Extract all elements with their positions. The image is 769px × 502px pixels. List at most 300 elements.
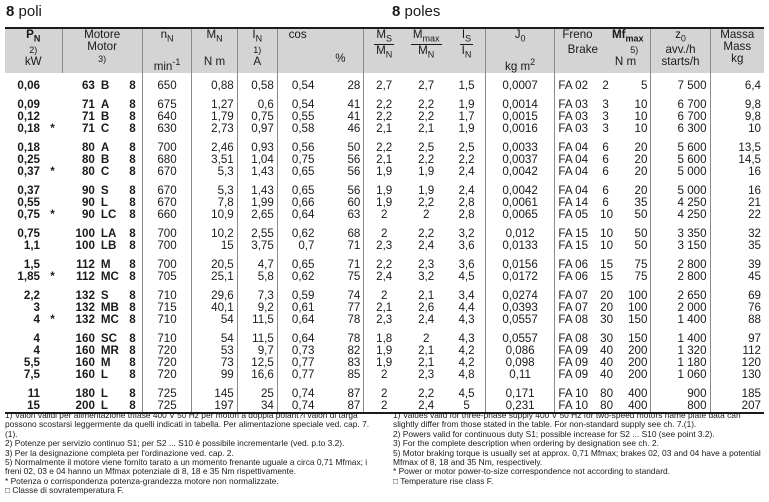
cell-mf1: 3 bbox=[602, 111, 609, 124]
cell-m: 2,46 bbox=[192, 142, 237, 154]
cell-frame: 132 bbox=[75, 290, 95, 303]
cell-mf1: 2 bbox=[602, 80, 609, 93]
cell-mmax: 1,9 bbox=[418, 185, 435, 198]
cell-z: 900 bbox=[651, 388, 710, 400]
cell-j: 0,0016 bbox=[485, 123, 555, 135]
cell-mmax: 2,1 bbox=[418, 123, 435, 136]
cell-is: 2,2 bbox=[458, 154, 475, 167]
table-row bbox=[5, 271, 764, 283]
cell-n: 700 bbox=[142, 240, 192, 252]
header-mass: Massa Mass kg bbox=[710, 28, 764, 73]
cell-frame: 112 bbox=[76, 271, 95, 284]
notes-english bbox=[393, 411, 764, 486]
cell-mf1: 20 bbox=[600, 302, 614, 315]
cell-cos: 0,64 bbox=[277, 333, 317, 345]
cell-poles: 8 bbox=[129, 154, 136, 167]
cell-z: 1 180 bbox=[651, 357, 710, 369]
cell-mf2: 200 bbox=[628, 345, 648, 358]
cell-eta: 60 bbox=[347, 197, 361, 210]
footnote: 3) Per la designazione completa per l'ordinazione ved. cap. 2. bbox=[5, 447, 234, 458]
cell-cos: 0,64 bbox=[277, 314, 317, 326]
table-row bbox=[5, 302, 764, 314]
cell-j: 0,11 bbox=[485, 369, 555, 381]
cell-i: 7,3 bbox=[237, 290, 277, 302]
cell-cos: 0,66 bbox=[277, 197, 317, 209]
footnote: 1) Values valid for three-phase supply 400 V 50 Hz for two-speed motors name plate data can slightly differ from those stated in the table. For non-standard supply see ch. 7.(1). bbox=[393, 410, 741, 430]
cell-j: 0,012 bbox=[485, 228, 555, 240]
cell-var: L bbox=[100, 197, 108, 210]
cell-cos: 0,65 bbox=[277, 185, 317, 197]
cell-frame: 100 bbox=[75, 240, 95, 253]
cell-mark bbox=[43, 259, 62, 271]
footnote: 1) Valori validi per alimentazione trifase 400 V 50 Hz per motori a doppia polarit?i valori di targa possono scostarsi leggermente da quelli indicati in tabella. Per alimentazione speciale ved. cap. 7.(1). bbox=[5, 410, 370, 439]
cell-i: 9,2 bbox=[237, 302, 277, 314]
cell-is: 2,4 bbox=[458, 185, 475, 198]
cell-is: 4,2 bbox=[458, 345, 475, 358]
cell-mf2: 100 bbox=[628, 290, 648, 303]
cell-cos: 0,7 bbox=[277, 240, 317, 252]
cell-m: 15 bbox=[192, 240, 237, 252]
title-english: 8 poles bbox=[392, 3, 441, 20]
footnote: □ Classe di sovratemperatura F. bbox=[5, 485, 124, 496]
cell-cos: 0,56 bbox=[277, 142, 317, 154]
cell-mmax: 2,4 bbox=[404, 400, 448, 413]
cell-mark bbox=[43, 240, 62, 252]
cell-poles: 8 bbox=[129, 209, 136, 222]
cell-pn: 4 bbox=[33, 314, 40, 327]
cell-pn: 0,37 bbox=[17, 166, 40, 179]
cell-mmax: 2,2 bbox=[418, 99, 435, 112]
cell-var: L bbox=[100, 388, 108, 401]
cell-mmax: 2,1 bbox=[418, 345, 435, 358]
cell-var: A bbox=[100, 99, 110, 112]
cell-i: 2,65 bbox=[237, 209, 277, 221]
cell-eta: 83 bbox=[347, 357, 361, 370]
table-row bbox=[5, 80, 764, 92]
cell-poles: 8 bbox=[129, 197, 136, 210]
cell-mmax: 2,2 bbox=[418, 228, 435, 241]
cell-var: C bbox=[100, 166, 110, 179]
cell-ms: 2,1 bbox=[364, 302, 404, 314]
cell-fa: FA 03 bbox=[555, 111, 597, 123]
cell-poles: 8 bbox=[129, 388, 136, 401]
cell-fa: FA 07 bbox=[555, 302, 597, 314]
cell-mmax: 2 bbox=[422, 333, 430, 346]
cell-frame: 132 bbox=[75, 302, 95, 315]
cell-is: 1,9 bbox=[458, 123, 475, 136]
table-row bbox=[5, 240, 764, 252]
cell-z: 1 400 bbox=[651, 333, 710, 345]
cell-z: 4 250 bbox=[651, 197, 710, 209]
cell-mf1: 6 bbox=[602, 142, 609, 155]
cell-n: 670 bbox=[142, 197, 192, 209]
cell-var: B bbox=[100, 80, 110, 93]
cell-mf2: 75 bbox=[634, 259, 648, 272]
cell-fa: FA 04 bbox=[555, 142, 597, 154]
cell-ms: 1,9 bbox=[364, 166, 404, 178]
cell-m: 7,8 bbox=[192, 197, 237, 209]
cell-mf1: 10 bbox=[600, 228, 614, 241]
cell-is: 2,4 bbox=[458, 166, 475, 179]
cell-m: 40,1 bbox=[192, 302, 237, 314]
cell-kg: 130 bbox=[710, 369, 764, 381]
cell-poles: 8 bbox=[129, 302, 136, 315]
cell-poles: 8 bbox=[129, 357, 136, 370]
cell-ms: 2,1 bbox=[364, 123, 404, 135]
cell-m: 5,3 bbox=[192, 166, 237, 178]
table-row bbox=[5, 333, 764, 345]
table-row bbox=[5, 185, 764, 197]
cell-pn: 11 bbox=[27, 388, 40, 401]
cell-z: 2 800 bbox=[651, 271, 710, 283]
cell-ms: 2 bbox=[364, 400, 404, 413]
cell-z: 6 700 bbox=[651, 111, 710, 123]
cell-mf2: 20 bbox=[634, 154, 648, 167]
footnote: □ Temperature rise class F. bbox=[393, 475, 494, 486]
header-mn: $M_N$ N m bbox=[192, 28, 237, 73]
cell-kg: 45 bbox=[710, 271, 764, 283]
cell-mf1: 6 bbox=[602, 185, 609, 198]
cell-m: 54 bbox=[192, 314, 237, 326]
cell-cos: 0,59 bbox=[277, 290, 317, 302]
cell-cos: 0,62 bbox=[277, 228, 317, 240]
cell-m: 10,2 bbox=[192, 228, 237, 240]
cell-j: 0,098 bbox=[485, 357, 555, 369]
cell-poles: 8 bbox=[129, 185, 136, 198]
cell-n: 710 bbox=[142, 290, 192, 302]
cell-var: MC bbox=[100, 271, 119, 284]
cell-m: 0,88 bbox=[192, 80, 237, 92]
cell-mark bbox=[43, 357, 62, 369]
cell-z: 1 400 bbox=[651, 314, 710, 326]
table-row bbox=[5, 123, 764, 135]
cell-j: 0,0042 bbox=[485, 185, 555, 197]
cell-var: M bbox=[100, 357, 111, 370]
cell-z: 2 000 bbox=[651, 302, 710, 314]
cell-fa: FA 06 bbox=[555, 259, 597, 271]
row-group-gap bbox=[5, 73, 764, 80]
cell-m: 1,27 bbox=[192, 99, 237, 111]
cell-kg: 6,4 bbox=[710, 80, 764, 92]
cell-mf1: 15 bbox=[600, 271, 614, 284]
cell-var: S bbox=[100, 185, 109, 198]
cell-j: 0,0172 bbox=[485, 271, 555, 283]
cell-kg: 22 bbox=[710, 209, 764, 221]
cell-eta: 74 bbox=[347, 290, 361, 303]
cell-pn: 0,12 bbox=[17, 111, 40, 124]
cell-is: 4,2 bbox=[458, 357, 475, 370]
cell-cos: 0,77 bbox=[277, 369, 317, 381]
cell-eta: 41 bbox=[347, 99, 361, 112]
cell-j: 0,0557 bbox=[485, 333, 555, 345]
cell-z: 7 500 bbox=[651, 80, 710, 92]
cell-kg: 32 bbox=[710, 228, 764, 240]
cell-j: 0,0042 bbox=[485, 166, 555, 178]
cell-eta: 50 bbox=[347, 142, 361, 155]
cell-fa: FA 04 bbox=[555, 154, 597, 166]
cell-kg: 69 bbox=[710, 290, 764, 302]
cell-i: 1,99 bbox=[237, 197, 277, 209]
cell-poles: 8 bbox=[129, 166, 136, 179]
cell-eta: 56 bbox=[347, 185, 361, 198]
cell-z: 800 bbox=[651, 400, 710, 413]
table-row bbox=[5, 166, 764, 178]
cell-i: 12,5 bbox=[237, 357, 277, 369]
cell-mark bbox=[43, 154, 62, 166]
table-row bbox=[5, 228, 764, 240]
table-row bbox=[5, 197, 764, 209]
cell-var: LB bbox=[100, 240, 117, 253]
cell-fa: FA 03 bbox=[555, 123, 597, 135]
cell-eta: 82 bbox=[347, 345, 361, 358]
cell-var: MR bbox=[100, 345, 119, 358]
cell-frame: 200 bbox=[62, 400, 98, 413]
cell-i: 16,6 bbox=[237, 369, 277, 381]
cell-m: 73 bbox=[192, 357, 237, 369]
cell-ms: 2 bbox=[364, 369, 404, 381]
cell-kg: 76 bbox=[710, 302, 764, 314]
footnote: 5) Normalmente il motore viene fornito tarato a un momento frenante uguale a circa 0,71 Mfmax; i freni 02, 03 e 04 hanno un Mfmax potenziale di 8, 18 e 35 Nm rispettivamente. bbox=[5, 457, 368, 477]
cell-mark: * bbox=[50, 166, 55, 179]
cell-pn: 1,1 bbox=[23, 240, 40, 253]
cell-n: 700 bbox=[142, 259, 192, 271]
cell-eta: 78 bbox=[347, 314, 361, 327]
cell-mark: * bbox=[50, 271, 55, 284]
cell-mf2: 35 bbox=[634, 197, 648, 210]
cell-mark bbox=[43, 345, 62, 357]
cell-var: LA bbox=[100, 228, 117, 241]
cell-mark bbox=[43, 290, 62, 302]
cell-frame: 71 bbox=[81, 99, 95, 112]
cell-pn: 0,55 bbox=[17, 197, 40, 210]
cell-var: LC bbox=[100, 209, 117, 222]
cell-n: 670 bbox=[142, 185, 192, 197]
cell-ms: 1,9 bbox=[364, 345, 404, 357]
cell-mmax: 2,1 bbox=[418, 357, 435, 370]
cell-var: B bbox=[100, 154, 110, 167]
cell-eta: 41 bbox=[347, 111, 361, 124]
cell-mf2: 400 bbox=[628, 388, 648, 401]
cell-var: M bbox=[100, 259, 111, 272]
cell-mf2: 150 bbox=[628, 314, 648, 327]
cell-m: 25,1 bbox=[192, 271, 237, 283]
table-row bbox=[5, 290, 764, 302]
cell-mf2: 10 bbox=[634, 99, 648, 112]
cell-mmax: 3,2 bbox=[418, 271, 435, 284]
header-mmax-ratio: $M_{max}$ $M_N$ bbox=[404, 28, 448, 73]
cell-mmax: 2,2 bbox=[418, 111, 435, 124]
cell-kg: 9,8 bbox=[710, 99, 764, 111]
cell-ms: 2,3 bbox=[364, 240, 404, 252]
cell-kg: 207 bbox=[710, 400, 764, 413]
cell-is: 5 bbox=[448, 400, 485, 413]
header-motor: Motore Motor 3) bbox=[62, 28, 142, 73]
cell-ms: 1,9 bbox=[364, 197, 404, 209]
cell-j: 0,0037 bbox=[485, 154, 555, 166]
cell-frame: 90 bbox=[81, 209, 95, 222]
row-group-gap bbox=[5, 178, 764, 185]
cell-frame: 63 bbox=[81, 80, 95, 93]
cell-kg: 13,5 bbox=[710, 142, 764, 154]
cell-m: 53 bbox=[192, 345, 237, 357]
header-brake: Freno $Mf_{max}$ Brake 5) N m bbox=[555, 28, 651, 73]
cell-mark bbox=[43, 333, 62, 345]
cell-mf2: 5 bbox=[641, 80, 648, 93]
header-j0: $J_0$ kg $m^2$ bbox=[485, 28, 555, 73]
footnote: 2) Potenze per servizio continuo S1; per S2 ... S10 è possibile incrementarle (ved. p.to 3.2). bbox=[5, 438, 345, 449]
cell-pn: 0,37 bbox=[17, 185, 40, 198]
cell-cos: 0,58 bbox=[277, 123, 317, 135]
cell-fa: FA 04 bbox=[555, 166, 597, 178]
cell-is: 3,6 bbox=[458, 259, 475, 272]
cell-poles: 8 bbox=[129, 240, 136, 253]
cell-cos: 0,74 bbox=[277, 400, 317, 413]
cell-mf1: 20 bbox=[600, 290, 614, 303]
cell-ms: 2 bbox=[364, 290, 404, 302]
table-row bbox=[5, 345, 764, 357]
cell-fa: FA 15 bbox=[555, 228, 597, 240]
cell-is: 4,5 bbox=[458, 271, 475, 284]
cell-mmax: 2 bbox=[422, 209, 430, 222]
cell-m: 2,73 bbox=[192, 123, 237, 135]
cell-var: S bbox=[100, 290, 109, 303]
cell-eta: 75 bbox=[347, 271, 361, 284]
table-row bbox=[5, 369, 764, 381]
cell-mf1: 10 bbox=[600, 209, 614, 222]
cell-ms: 2,2 bbox=[364, 259, 404, 271]
cell-eta: 63 bbox=[347, 209, 361, 222]
cell-m: 3,51 bbox=[192, 154, 237, 166]
cell-frame: 71 bbox=[81, 111, 95, 124]
footnote: * Power or motor power-to-size correspondence not according to standard. bbox=[393, 466, 670, 477]
cell-mmax: 2,2 bbox=[418, 154, 435, 167]
cell-n: 630 bbox=[142, 123, 192, 135]
cell-fa: FA 15 bbox=[555, 240, 597, 252]
row-group-gap bbox=[5, 381, 764, 388]
cell-kg: 88 bbox=[710, 314, 764, 326]
cell-kg: 14,5 bbox=[710, 154, 764, 166]
cell-poles: 8 bbox=[129, 333, 136, 346]
cell-pn: 7,5 bbox=[23, 369, 40, 382]
cell-cos: 0,62 bbox=[277, 271, 317, 283]
cell-frame: 80 bbox=[81, 142, 95, 155]
row-group-gap bbox=[5, 283, 764, 290]
cell-n: 705 bbox=[142, 271, 192, 283]
cell-ms: 2,4 bbox=[364, 271, 404, 283]
table-row bbox=[5, 209, 764, 221]
cell-cos: 0,74 bbox=[277, 388, 317, 400]
cell-eta: 46 bbox=[347, 123, 361, 136]
cell-mf1: 6 bbox=[602, 154, 609, 167]
cell-eta: 71 bbox=[347, 259, 361, 272]
cell-n: 725 bbox=[142, 388, 192, 400]
cell-j: 0,0557 bbox=[485, 314, 555, 326]
header-cos: cos bbox=[277, 28, 317, 73]
cell-mark bbox=[43, 302, 62, 314]
cell-mf2: 400 bbox=[614, 400, 651, 413]
cell-m: 29,6 bbox=[192, 290, 237, 302]
cell-i: 1,04 bbox=[237, 154, 277, 166]
cell-mark bbox=[43, 142, 62, 154]
cell-eta: 87 bbox=[317, 400, 363, 413]
cell-mf1: 30 bbox=[600, 314, 614, 327]
cell-is: 4,5 bbox=[458, 388, 475, 401]
cell-mf1: 40 bbox=[600, 345, 614, 358]
header-pn: $P_N$ 2) kW bbox=[5, 28, 62, 73]
cell-j: 0,171 bbox=[485, 388, 555, 400]
cell-poles: 8 bbox=[129, 111, 136, 124]
table-row bbox=[5, 357, 764, 369]
cell-eta: 56 bbox=[347, 166, 361, 179]
cell-mmax: 2,6 bbox=[418, 302, 435, 315]
header-is-ratio: $I_S$ $I_N$ bbox=[448, 28, 485, 73]
cell-ms: 2,3 bbox=[364, 314, 404, 326]
cell-ms: 2,2 bbox=[364, 142, 404, 154]
cell-kg: 10 bbox=[710, 123, 764, 135]
cell-n: 700 bbox=[142, 228, 192, 240]
cell-kg: 21 bbox=[710, 197, 764, 209]
cell-ms: 1,9 bbox=[364, 185, 404, 197]
cell-mf2: 150 bbox=[628, 333, 648, 346]
cell-var: B bbox=[100, 111, 110, 124]
cell-fa: FA 09 bbox=[555, 345, 597, 357]
cell-cos: 0,73 bbox=[277, 345, 317, 357]
cell-cos: 0,65 bbox=[277, 166, 317, 178]
cell-ms: 2 bbox=[364, 228, 404, 240]
cell-kg: 9,8 bbox=[710, 111, 764, 123]
cell-pn: 0,75 bbox=[17, 228, 40, 241]
cell-mmax: 1,9 bbox=[418, 166, 435, 179]
cell-poles: 8 bbox=[129, 271, 136, 284]
cell-fa: FA 09 bbox=[555, 357, 597, 369]
cell-mmax: 2,2 bbox=[418, 388, 435, 401]
cell-ms: 2 bbox=[364, 388, 404, 400]
cell-i: 5,8 bbox=[237, 271, 277, 283]
cell-n: 715 bbox=[142, 302, 192, 314]
cell-kg: 97 bbox=[710, 333, 764, 345]
cell-poles: 8 bbox=[129, 290, 136, 303]
cell-mf1: 6 bbox=[602, 166, 609, 179]
cell-mark bbox=[43, 369, 62, 381]
cell-fa: FA 14 bbox=[555, 197, 597, 209]
cell-z: 1 060 bbox=[651, 369, 710, 381]
cell-mf1: 30 bbox=[600, 333, 614, 346]
cell-mf2: 10 bbox=[634, 123, 648, 136]
cell-eta: 71 bbox=[347, 240, 361, 253]
cell-mark bbox=[43, 99, 62, 111]
cell-is: 4,4 bbox=[458, 302, 475, 315]
cell-z: 5 000 bbox=[651, 185, 710, 197]
cell-poles: 8 bbox=[129, 123, 136, 136]
cell-n: 660 bbox=[142, 209, 192, 221]
cell-eta: 68 bbox=[347, 228, 361, 241]
cell-z: 5 000 bbox=[651, 166, 710, 178]
cell-frame: 90 bbox=[81, 185, 95, 198]
cell-cos: 0,64 bbox=[277, 209, 317, 221]
cell-pn: 0,18 bbox=[17, 123, 40, 136]
cell-j: 0,231 bbox=[485, 400, 555, 413]
header-nn: $n_N$ $\min^{-1}$ bbox=[142, 28, 192, 73]
cell-z: 6 700 bbox=[651, 99, 710, 111]
cell-i: 4,7 bbox=[237, 259, 277, 271]
cell-cos: 0,55 bbox=[277, 111, 317, 123]
table-row bbox=[5, 111, 764, 123]
cell-mf1: 3 bbox=[602, 99, 609, 112]
cell-mf2: 200 bbox=[628, 357, 648, 370]
cell-mmax: 2,4 bbox=[418, 314, 435, 327]
cell-kg: 120 bbox=[710, 357, 764, 369]
cell-frame: 80 bbox=[81, 166, 95, 179]
